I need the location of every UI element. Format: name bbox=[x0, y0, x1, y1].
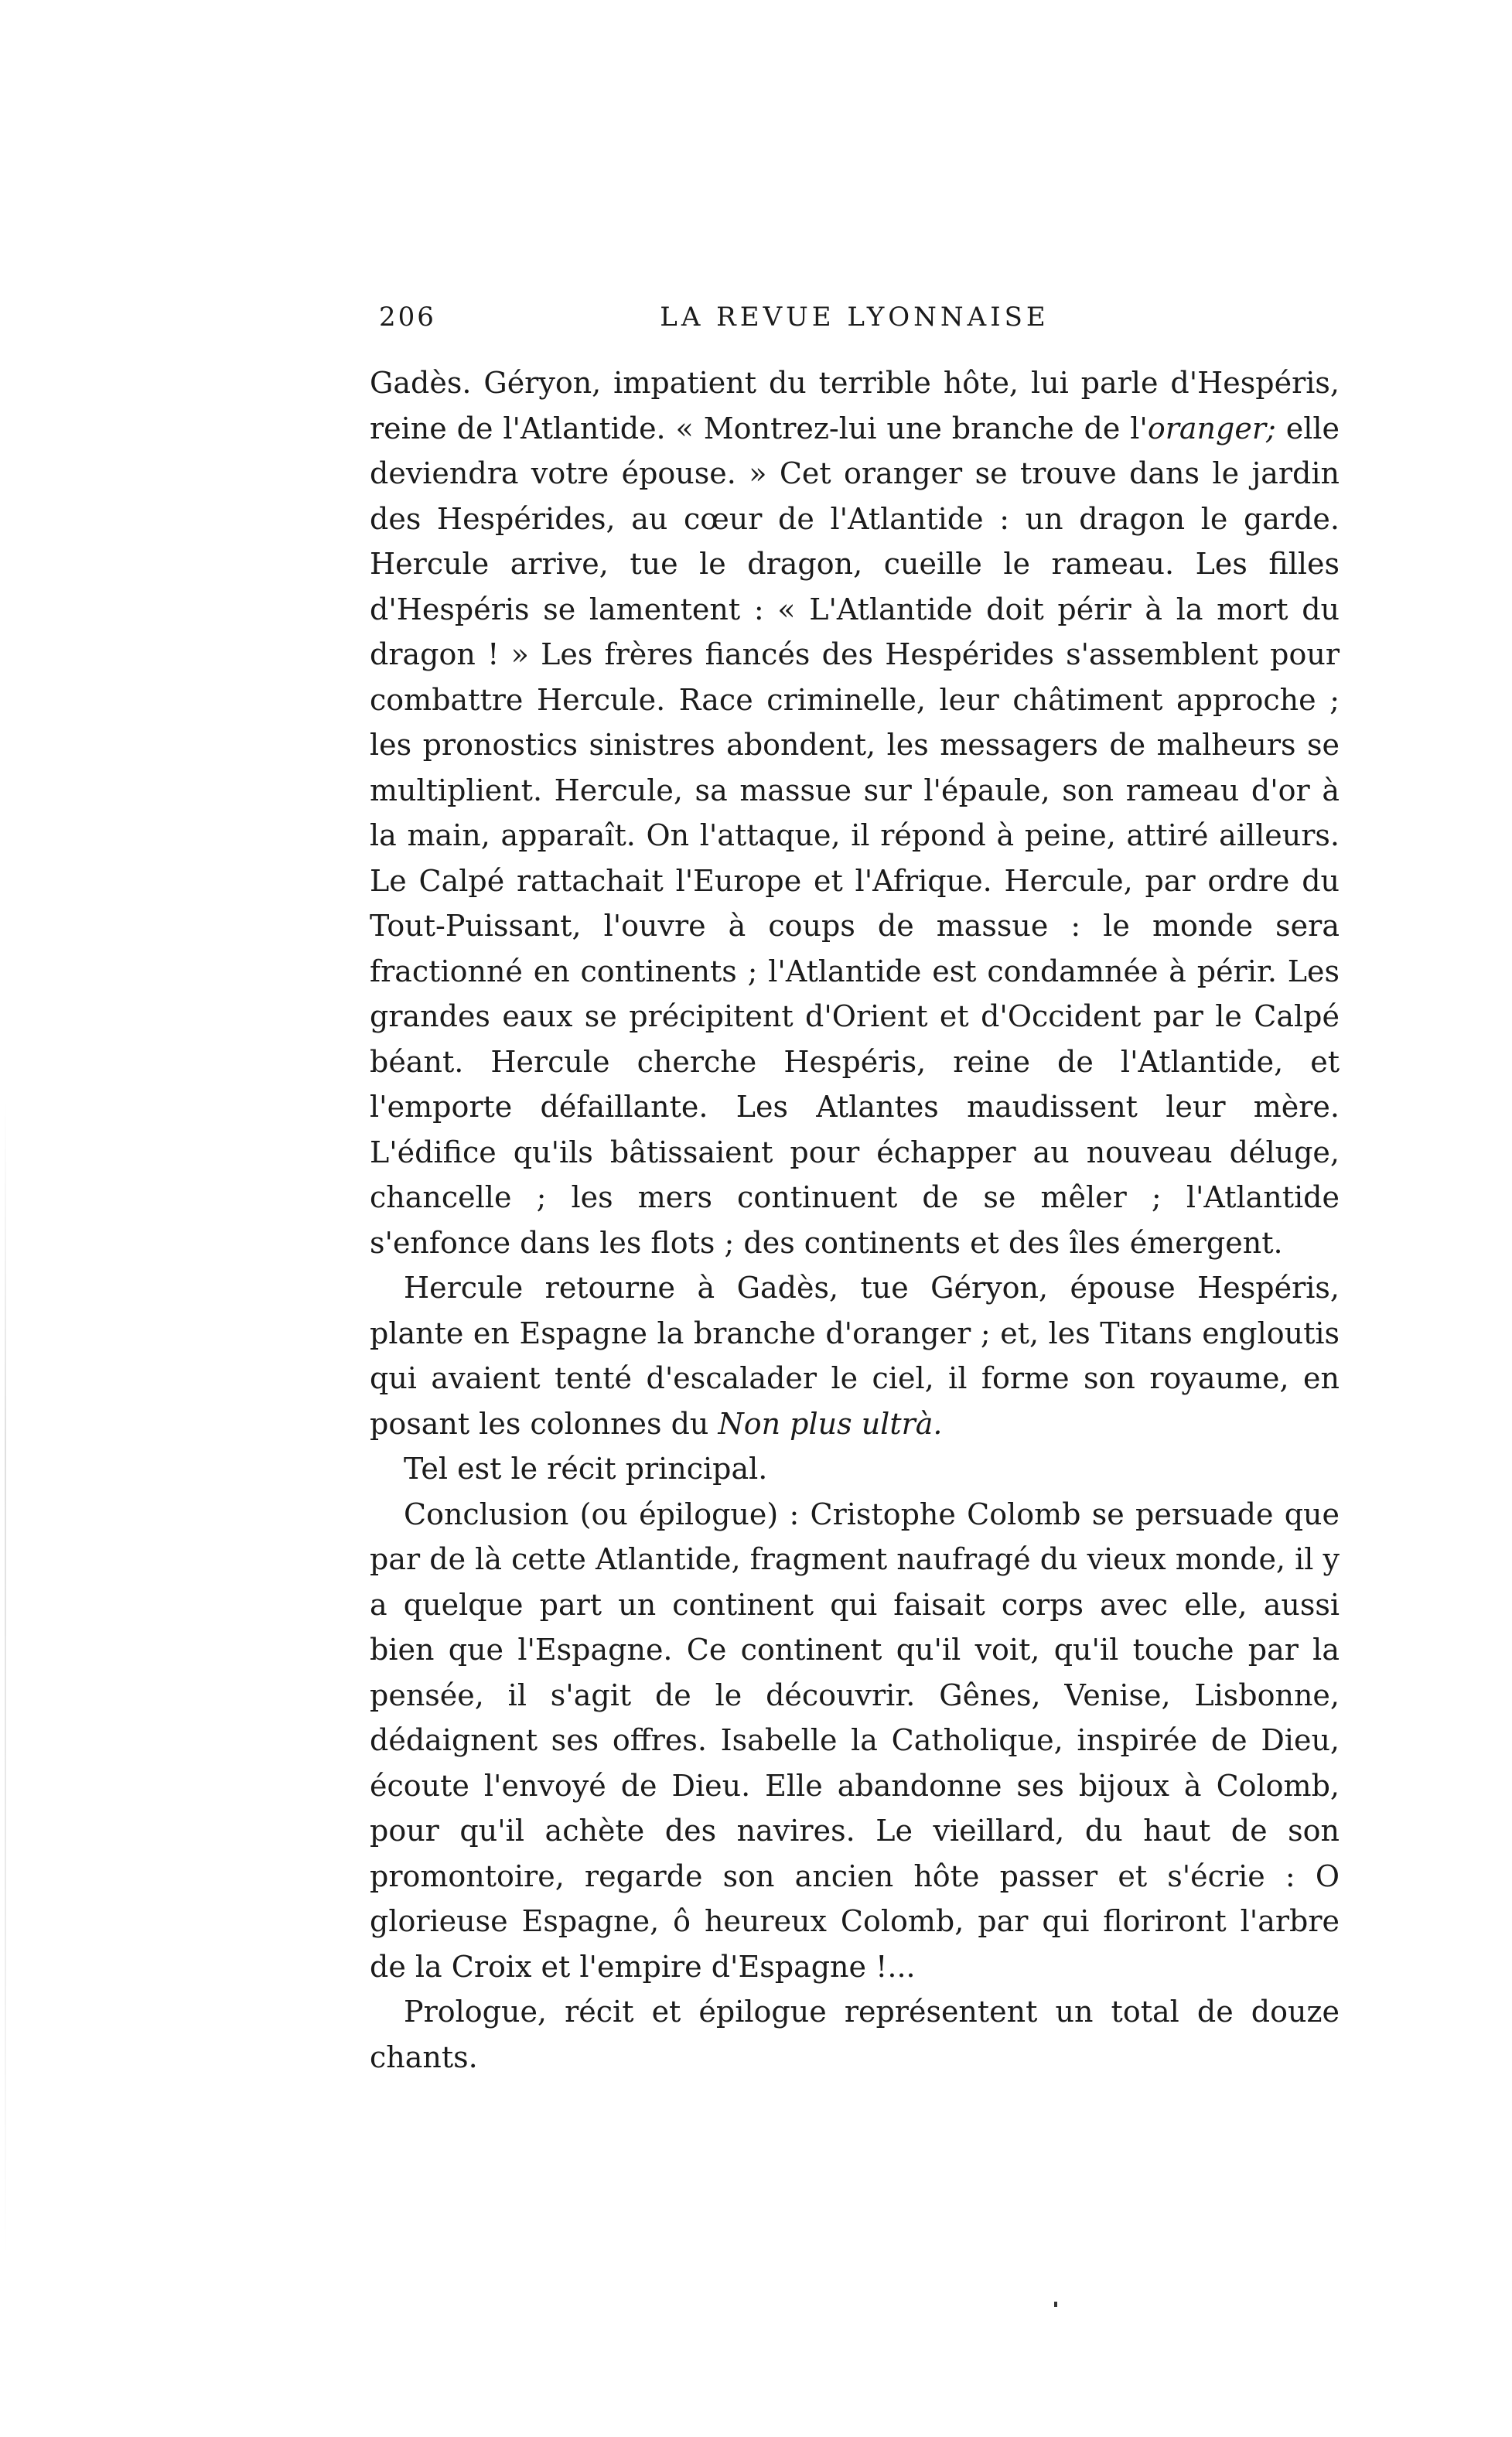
body-text bbox=[370, 360, 1340, 2080]
italic-text: Non plus ultrà. bbox=[718, 1406, 943, 1441]
paragraph-text: Prologue, récit et épilogue représentent un total de douze chants. bbox=[370, 1995, 1340, 2074]
page-number: 206 bbox=[379, 302, 436, 333]
paragraph-gades bbox=[370, 360, 1340, 1265]
paragraph-text: elle deviendra votre épouse. » Cet oranger se trouve dans le jardin des Hespérides, au cœur de l'Atlantide : un dragon le garde. Hercule arrive, tue le dragon, cueille le rameau. Les filles d'Hespéris se lamentent : « L'Atlantide doit périr à la mort du dragon ! » Les frères fiancés des Hespérides s'assemblent pour combattre Hercule. Race criminelle, leur châtiment approche ; les pronostics sinistres abondent, les messagers de malheurs se multiplient. Hercule, sa massue sur l'épaule, son rameau d'or à la main, apparaît. On l'attaque, il répond à peine, attiré ailleurs. Le Calpé rattachait l'Europe et l'Afrique. Hercule, par ordre du Tout-Puissant, l'ouvre à coups de massue : le monde sera fractionné en continents ; l'Atlantide est condamnée à périr. Les grandes eaux se précipitent d'Orient et d'Occident par le Calpé béant. Hercule cherche Hespéris, reine de l'Atlantide, et l'emporte défaillante. Les Atlantes maudissent leur mère. L'édifice qu'ils bâtissaient pour échapper au nouveau déluge, chancelle ; les mers continuent de se mêler ; l'Atlantide s'enfonce dans les flots ; des continents et des îles émergent. bbox=[370, 411, 1340, 1260]
paragraph-text: Tel est le récit principal. bbox=[404, 1452, 768, 1486]
paragraph-conclusion bbox=[370, 1492, 1340, 1990]
paragraph-hercule bbox=[370, 1265, 1340, 1446]
scan-edge-shadow bbox=[5, 1098, 6, 2258]
running-head bbox=[370, 302, 1340, 348]
paragraph-recit bbox=[370, 1446, 1340, 1492]
paragraph-text: Gadès. Géryon, impatient du terrible hôte, lui parle d'Hespéris, reine de l'Atlantide. « Montrez-lui une branche de l' bbox=[370, 366, 1340, 445]
paragraph-prologue bbox=[370, 1989, 1340, 2080]
book-page bbox=[370, 302, 1340, 2080]
italic-text: oranger; bbox=[1147, 411, 1276, 445]
journal-title: LA REVUE LYONNAISE bbox=[660, 302, 1050, 333]
ink-speck bbox=[1054, 2302, 1057, 2307]
paragraph-text: Hercule retourne à Gadès, tue Géryon, épouse Hespéris, plante en Espagne la branche d'oranger ; et, les Titans engloutis qui avaient tenté d'escalader le ciel, il forme son royaume, en posant les colonnes du bbox=[370, 1271, 1340, 1441]
paragraph-text: Conclusion (ou épilogue) : Cristophe Colomb se persuade que par de là cette Atlantide, fragment naufragé du vieux monde, il y a quelque part un continent qui faisait corps avec elle, aussi bien que l'Espagne. Ce continent qu'il voit, qu'il touche par la pensée, il s'agit de le découvrir. Gênes, Venise, Lisbonne, dédaignent ses offres. Isabelle la Catholique, inspirée de Dieu, écoute l'envoyé de Dieu. Elle abandonne ses bijoux à Colomb, pour qu'il achète des navires. Le vieillard, du haut de son promontoire, regarde son ancien hôte passer et s'écrie : O glorieuse Espagne, ô heureux Colomb, par qui floriront l'arbre de la Croix et l'empire d'Espagne !... bbox=[370, 1497, 1340, 1984]
